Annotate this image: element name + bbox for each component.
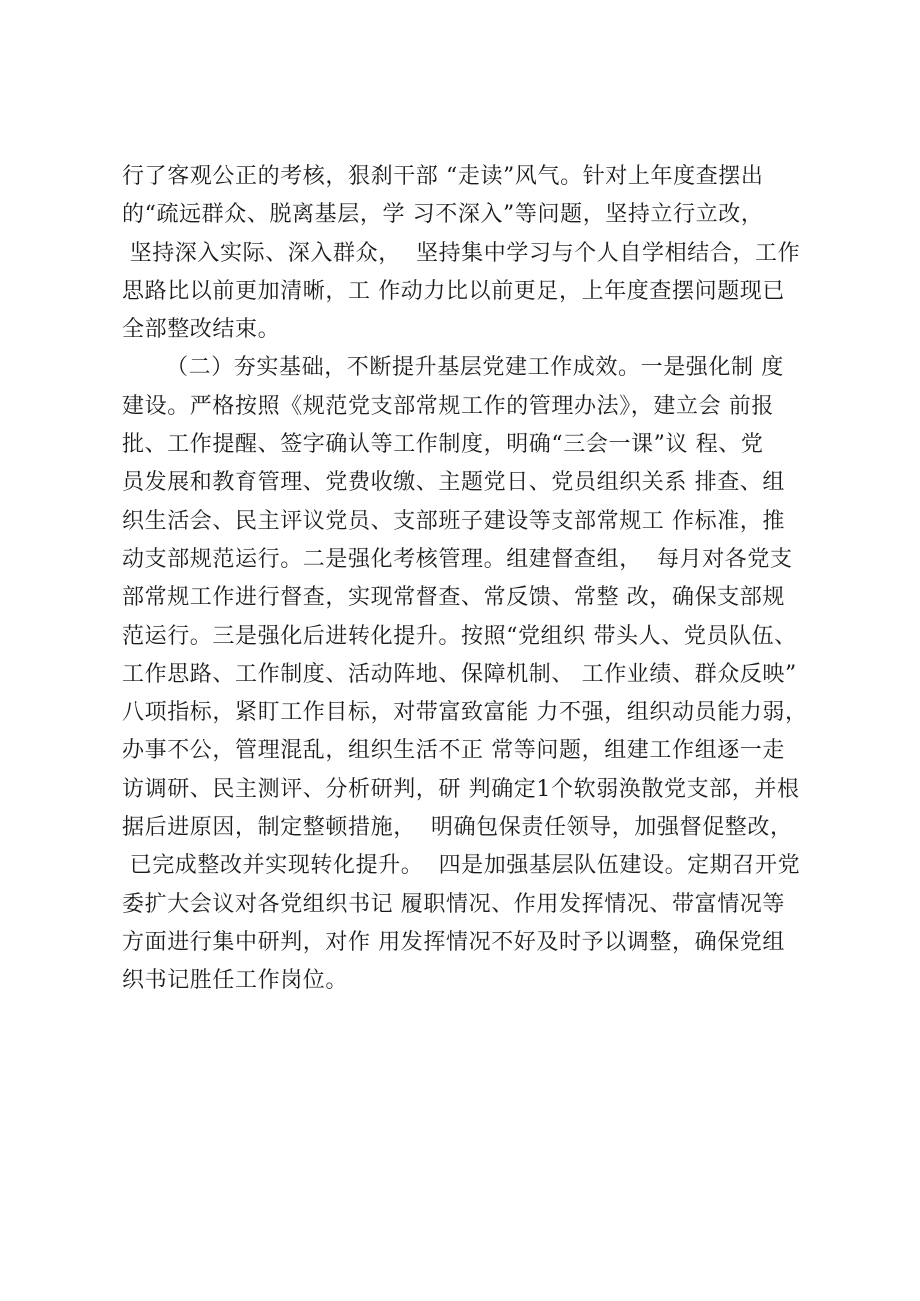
text-line: 方面进行集中研判，对作 用发挥情况不好及时予以调整，确保党组 bbox=[122, 929, 785, 955]
text-line: 批、工作提醒、签字确认等工作制度，明确“三会一课”议 程、党 bbox=[122, 432, 764, 458]
text-line: 全部整改结束。 bbox=[122, 317, 281, 343]
paragraph-1 bbox=[122, 158, 822, 349]
text-line: 已完成整改并实现转化提升。 四是加强基层队伍建设。定期召开党 bbox=[122, 853, 801, 879]
text-line: （二）夯实基础，不断提升基层党建工作成效。一是强化制 度 bbox=[166, 355, 784, 381]
text-line: 访调研、民主测评、分析研判，研 判确定1个软弱涣散党支部，并根 bbox=[122, 776, 800, 802]
text-line: 思路比以前更加清晰，工 作动力比以前更足，上年度查摆问题现已 bbox=[122, 278, 785, 304]
text-line: 织书记胜任工作岗位。 bbox=[122, 968, 349, 994]
text-line: 委扩大会议对各党组织书记 履职情况、作用发挥情况、带富情况等 bbox=[122, 891, 785, 917]
text-line: 的“疏远群众、脱离基层，学 习不深入”等问题，坚持立行立改， bbox=[122, 202, 764, 228]
text-line: 办事不公，管理混乱，组织生活不正 常等问题，组建工作组逐一走 bbox=[122, 738, 785, 764]
text-line: 部常规工作进行督查，实现常督查、常反馈、常整 改，确保支部规 bbox=[122, 585, 785, 611]
paragraph-2 bbox=[122, 349, 822, 1000]
text-line: 织生活会、民主评议党员、支部班子建设等支部常规工 作标准，推 bbox=[122, 508, 785, 534]
text-line: 建设。严格按照《规范党支部常规工作的管理办法》，建立会 前报 bbox=[122, 393, 774, 419]
body-text bbox=[122, 158, 822, 1001]
text-line: 范运行。三是强化后进转化提升。按照“党组织 带头人、党员队伍、 bbox=[122, 623, 797, 649]
text-line: 八项指标，紧盯工作目标，对带富致富能 力不强，组织动员能力弱， bbox=[122, 700, 808, 726]
text-line: 员发展和教育管理、党费收缴、主题党日、党员组织关系 排查、组 bbox=[122, 470, 785, 496]
text-line: 行了客观公正的考核，狠刹干部 “走读”风气。针对上年度查摆出 bbox=[122, 164, 764, 189]
text-line: 动支部规范运行。二是强化考核管理。组建督查组， 每月对各党支 bbox=[122, 546, 793, 572]
text-line: 据后进原因，制定整顿措施， 明确包保责任领导，加强督促整改， bbox=[122, 815, 793, 841]
text-line: 工作思路、工作制度、活动阵地、保障机制、 工作业绩、群众反映” bbox=[122, 661, 797, 687]
text-line: 坚持深入实际、深入群众， 坚持集中学习与个人自学相结合，工作 bbox=[122, 240, 801, 266]
